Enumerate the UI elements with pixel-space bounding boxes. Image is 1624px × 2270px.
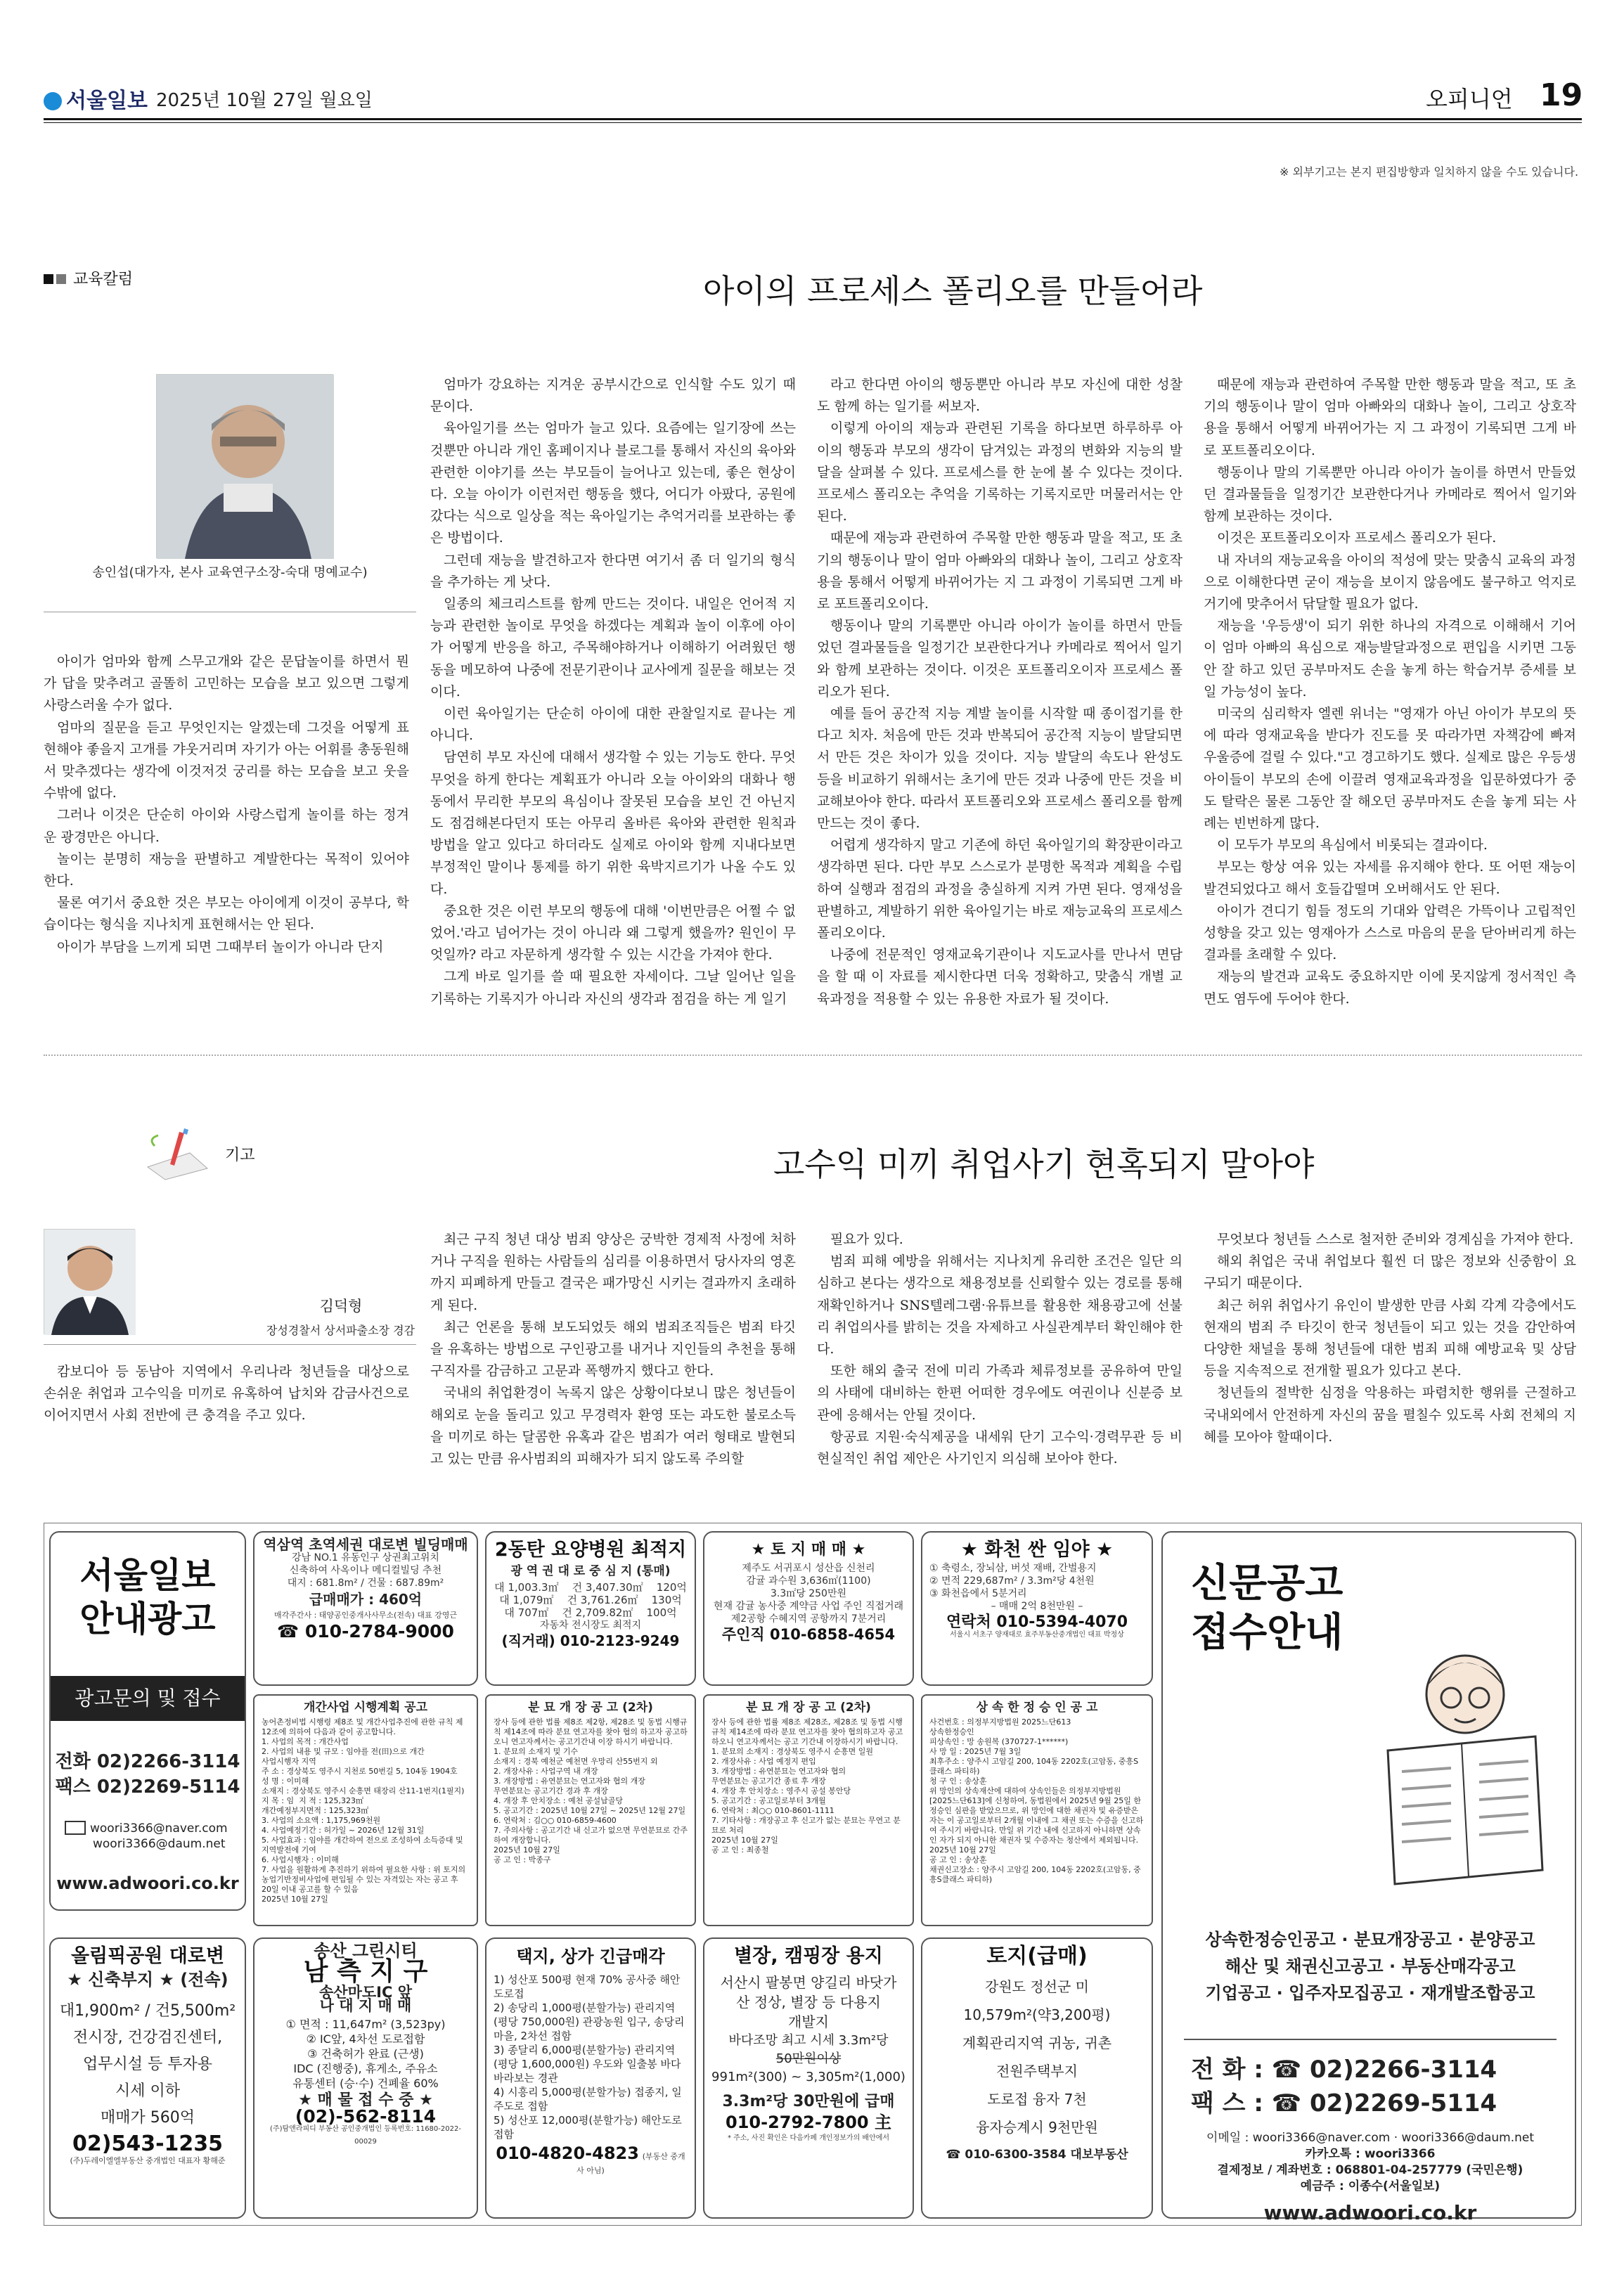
pen-paper-icon <box>141 1125 218 1181</box>
notice-inheritance: 상 속 한 정 승 인 공 고 사건번호 : 의정부지방법원 2025느단613 상속한정승인 피상속인 : 망 송원복 (370727-1******) 사 망 일 : 2025년 7월 3일 최후주소 : 양주시 고암길 200, 104동 2202호(고암동, 중흥S클래스 파티하) 청 구 인 : 송상훈 위 망인의 상속재산에 대하여 상속인들은 의정부지방법원 [2025느단613]에 신청하여, 동법원에서 2025년 9월 25일 한정승인 심판을 받았으므로, 위 망인에 대한 채권자 및 유증받은 자는 이 공고일로부터 2개월 이내에 그 채권 또는 수증을 신고하여 주시기 바랍니다. 만일 위 기간 내에 신고하지 아니하면 상속인 자가 되지 아니한 채권자 및 수증자는 청산에서 제외됩니다. 2025년 10월 27일 공 고 인 : 송상훈 채권신고장소 : 양주시 고암길 200, 104동 2202호(고암동, 중흥S클래스 파티하) <box>921 1694 1153 1926</box>
column-tag-2: 기고 <box>225 1147 255 1164</box>
ad-villa-camping: 별장, 캠핑장 용지 서산시 팔봉면 양길리 바닷가 산 정상, 별장 등 다용지 개발지 바다조망 최고 시세 3.3m²당 50만원이상 991m²(300) ~ 3,305m²(1,000) 3.3m²당 30만원에 급매 010-2792-7800 主 * 주소, 사진 확인은 다음카페 개인정보가의 배안에서 <box>703 1937 914 2219</box>
article1-headline: 아이의 프로세스 폴리오를 만들어라 <box>703 272 1203 310</box>
contribution-icon <box>141 1125 218 1181</box>
issue-date: 2025년 10월 27일 월요일 <box>156 90 373 111</box>
article1-col4: 때문에 재능과 관련하여 주목할 만한 행동과 말을 적고, 또 초기의 행동이나 말이 엄마 아빠와의 대화나 놀이, 그리고 상호작용을 통해서 어떻게 바뀌어가는 지 그 과정이 기록되면 그게 바로 포트폴리오이다. 행동이나 말의 기록뿐만 아니라 아이가 놀이를 하면서 만들었던 결과물들을 일정기간 보관한다거나 카메라로 찍어서 일기와 함께 보관하는 것이다. 이것은 포트폴리오이자 프로세스 폴리오가 된다. 내 자녀의 재능교육을 아이의 적성에 맞는 맞춤식 교육의 과정으로 이해한다면 굳이 재능을 보이지 않음에도 불구하고 억지로 거기에 맞추어서 닦달할 필요가 없다. 재능을 '우등생'이 되기 위한 하나의 자격으로 이해해서 기어이 엄마 아빠의 욕심으로 재능발달과정으로 편입을 시키면 그동안 잘 하고 있던 공부마저도 손을 놓게 하는 학습거부 증세를 보일 가능성이 높다. 미국의 심리학자 엘렌 위너는 "영재가 아닌 아이가 부모의 뜻에 따라 영재교육을 받다가 진도를 못 따라가면 자책감에 빠져 우울증에 걸릴 수 있다."고 경고하기도 했다. 실제로 많은 우등생 아이들이 부모의 손에 이끌려 영재교육과정을 입문하였다가 중도 탈락은 물론 그동안 잘 해오던 공부마저도 손을 놓게 되는 사례는 빈번하게 많다. 이 모두가 부모의 욕심에서 비롯되는 결과이다. 부모는 항상 여유 있는 자세를 유지해야 한다. 또 어떤 재능이 발견되었다고 해서 호들갑떨며 오버해서도 안 된다. 아이가 견디기 힘들 정도의 기대와 압력은 가뜩이나 고립적인 성향을 갖고 있는 영재아가 스스로 마음의 문을 닫아버리게 하는 결과를 초래할 수 있다. 재능의 발견과 교육도 중요하지만 이에 못지않게 정서적인 측면도 염두에 두어야 한다. <box>1204 377 1576 1007</box>
article1-col1: 아이가 엄마와 함께 스무고개와 같은 문답놀이를 하면서 뭔가 답을 맞추려고 골똘히 고민하는 모습을 보고 있으면 그렇게 사랑스러울 수가 없다. 엄마의 질문을 듣고 무엇인지는 알겠는데 그것을 어떻게 표현해야 좋을지 고개를 갸웃거리며 자기가 아는 어휘를 총동원해서 맞추겠다는 생각에 이것저것 궁리를 하는 모습을 보고 웃을 수밖에 없다. 그러나 이것은 단순히 아이와 사랑스럽게 놀이를 하는 정겨운 광경만은 아니다. 놀이는 분명히 재능을 판별하고 계발한다는 목적이 있어야 한다. 물론 여기서 중요한 것은 부모는 아이에게 이것이 공부다, 학습이다는 형식을 지나치게 표현해서는 안 된다. 아이가 부담을 느끼게 되면 그때부터 놀이가 아니라 단지 <box>44 654 409 955</box>
ad-jeongseon-land: 토지(급매) 강원도 정선군 미 10,579m²(약3,200평) 계획관리지역 귀농, 귀촌 전원주택부지 도로접 융자 7천 융자승계시 9천만원 ☎ 010-6300-3584 대보부동산 <box>921 1937 1153 2219</box>
newspaper-reader-illustration <box>1374 1638 1549 1891</box>
article2-col2: 최근 구직 청년 대상 범죄 양상은 궁박한 경제적 사정에 처하거나 구직을 원하는 사람들의 심리를 이용하면서 당사자의 영혼까지 피폐하게 만들고 결국은 패가망신 시키는 결과까지 초래하게 된다. 최근 언론을 통해 보도되었듯 해외 범죄조직들은 범죄 타깃을 유혹하는 방법으로 구인광고를 내거나 지인들의 추천을 통해 구직자를 감금하고 고문과 폭행까지 했다고 한다. 국내의 취업환경이 녹록지 않은 상황이다보니 많은 청년들이 해외로 눈을 돌리고 있고 무경력자 환영 또는 과도한 불로소득을 미끼로 하는 달콤한 유혹과 같은 범죄가 여러 형태로 발현되고 있는 만큼 유사범죄의 피해자가 되지 않도록 주의할 <box>430 1232 796 1467</box>
ad-reception-guide: 신문공고 접수안내 상속한정승인공고 · 분묘개장공고 · 분양공고 해산 및 채권신고공고 · 부동산매각공고 기업공고 · 입주자모집공고 · 재개발조합공고 전 화 : ☎ 02)2266-3114 팩 스 : ☎ 02)2269-5114 이메일 : woori3366@naver.com · woori3366@daum.net 카카오톡 : woori3366 결제정보 / 계좌번호 : 068801-04-257779 (국민은행) 예금주 : 이종수(서울일보) www.adwoori.co.kr <box>1161 1531 1576 2219</box>
ad-guide-bar: 광고문의 및 접수 <box>51 1676 245 1721</box>
author-photo <box>156 374 333 558</box>
logo-mark-icon <box>44 92 62 110</box>
article2-col3: 필요가 있다. 범죄 피해 예방을 위해서는 지나치게 유리한 조건은 일단 의심하고 본다는 생각으로 채용정보를 신뢰할수 있는 경로를 통해 재확인하거나 SNS텔레그램·유튜브를 활용한 채용광고에 선불리 취업의사를 밝히는 것을 자제하고 사실관계부터 확인해야 한다. 또한 해외 출국 전에 미리 가족과 체류정보를 공유하여 만일의 사태에 대비하는 한편 어떠한 경우에도 여권이나 신분증 보관에 응해서는 안될 것이다. 항공료 지원·숙식제공을 내세워 단기 고수익·경력무관 등 비현실적인 취업 제안은 사기인지 의심해 보아야 한다. <box>817 1232 1182 1467</box>
header-rule <box>44 118 1582 120</box>
mail-icon <box>65 1821 86 1835</box>
author2-portrait-icon <box>44 1230 136 1335</box>
ad-dongtan: 2동탄 요양병원 최적지 광 역 권 대 로 중 심 지 (통매) 대 1,003.3㎡ 건 3,407.30㎡ 120억 대 1,079㎡ 건 3,761.26㎡ 130억 대 707㎡ 건 2,709.82㎡ 100억 자동차 전시장도 최적지 (직거래) 010-2123-9249 <box>485 1531 696 1686</box>
section-divider <box>44 1055 1582 1056</box>
ad-songsan: 송산 그린시티 남 측 지 구 송산마도IC 앞 나 대 지 매 매 ① 면적 : 11,647m² (3,523py) ② IC앞, 4차선 도로접함 ③ 건축허가 완료 (근생) IDC (진행중), 휴게소, 주유소 유통센터 (승·수) 건폐율 60% ★ 매 물 접 수 중 ★ (02)-562-8114 (주)탐앤라피디 부동산 공인중개법인 등록번호: 11680-2022-00029 <box>253 1937 478 2219</box>
notice-grave-1: 분 묘 개 장 공 고 (2차) 장사 등에 관한 법률 제8조 제2항, 제28조 및 동법 시행규칙 제14조에 따라 분묘 연고자를 찾아 협의 하고자 공고하오니 연고자께서는 공고기간내 이장 하시기 바랍니다. 1. 분묘의 소재지 및 기수 소재지 : 경북 예천군 예천면 우망리 산55번지 외 2. 개장사유 : 사업구역 내 개장 3. 개장방법 : 유연분묘는 연고자와 협의 개장 무연분묘는 공고기간 경과 후 개장 4. 개장 후 안치장소 : 예천 공설납골당 5. 공고기간 : 2025년 10월 27일 ~ 2025년 12월 27일 6. 연락처 : 김○○ 010-6859-4600 7. 주의사항 : 공고기간 내 신고가 없으면 무연분묘로 간주하여 개장합니다. 2025년 10월 27일 공 고 인 : 박종구 <box>485 1694 696 1926</box>
page-number: 19 <box>1540 77 1583 113</box>
author2-title: 장성경찰서 상서파출소장 경감 <box>266 1324 415 1337</box>
caption-divider-2 <box>44 1344 416 1345</box>
header-rule-thin <box>44 122 1582 123</box>
newspaper-logo: 서울일보 <box>44 83 148 114</box>
reader-icon <box>1374 1638 1549 1891</box>
author2-photo <box>44 1229 135 1334</box>
article2-col1: 캄보디아 등 동남아 지역에서 우리나라 청년들을 대상으로 손쉬운 취업과 고수익을 미끼로 유혹하여 납치와 감금사건으로 이어지면서 사회 전반에 큰 충격을 주고 있다. <box>44 1364 409 1424</box>
notice-reclamation: 개간사업 시행계획 공고 농어촌정비법 시행령 제8조 및 개간사업추진에 관한 규칙 제12조에 의하여 다음과 같이 공고합니다. 1. 사업의 목적 : 개간사업 2. 사업의 내용 및 규모 : 임야를 전(田)으로 개간 사업시행자 지역 주 소 : 경상북도 영주시 지천로 50번길 5, 104동 1904호 성 명 : 이미해 소재지 : 경상북도 영주시 순흥면 태장리 산11-1번지(1필지) 지 목 : 임 지 적 : 125,323㎡ 개간예정부지면적 : 125,323㎡ 3. 사업의 소요액 : 1,175,969천원 4. 사업예정기간 : 허가일 ~ 2026년 12월 31일 5. 사업효과 : 임야를 개간하여 전으로 조성하여 소득증대 및 지역발전에 기여 6. 사업시행자 : 이미해 7. 사업을 원활하게 추진하기 위하여 필요한 사항 : 위 토지의 농업기반정비사업에 편입될 수 있는 자격있는 자는 공고 후 20일 이내 공고를 할 수 있음 2025년 10월 27일 <box>253 1694 478 1926</box>
article2-headline: 고수익 미끼 취업사기 현혹되지 말아야 <box>773 1145 1315 1183</box>
column-tag: 교육칼럼 <box>44 267 133 289</box>
ad-hwacheon-forest: ★ 화천 싼 임야 ★ ① 축령소, 장뇌삼, 버섯 재배, 간벌용지 ② 면적 229,687m² / 3.3m²당 4천원 ③ 화천읍에서 5분거리 – 매매 2억 8천만원 – 연락처 010-5394-4070 서울시 서초구 양재대로 효주부동산중개법인 대표 박정상 <box>921 1531 1153 1686</box>
section-name: 오피니언 <box>1426 86 1513 112</box>
ad-land-urgent-sale: 택지, 상가 긴급매각 1) 성산포 500평 현재 70% 공사중 해안도로접 2) 송당리 1,000평(분할가능) 관리지역(평당 750,000원) 관광농원 입구, 송당리 마을, 2차선 접함 3) 종달리 6,000평(분할가능) 관리지역(평당 1,600,000원) 우도와 일출봉 바다 바라보는 경관 4) 시흥리 5,000평(분할가능) 접종지, 일주도로 접함 5) 성산포 12,000평(분할가능) 해안도로 접함 010-4820-4823 (부동산 중개사 아님) <box>485 1937 696 2219</box>
disclaimer: ※ 외부기고는 본지 편집방향과 일치하지 않을 수도 있습니다. <box>1280 165 1579 179</box>
ad-olympic-park: 올림픽공원 대로변 ★ 신축부지 ★ (전속) 대1,900m² / 건5,500m² 전시장, 건강검진센터, 업무시설 등 투자용 시세 이하 매매가 560억 02)543-1235 (주)두레이엘엘부동산 중개법인 대표자 황해준 <box>49 1937 246 2219</box>
tag-square-icon <box>56 274 66 284</box>
article1-col3: 라고 한다면 아이의 행동뿐만 아니라 부모 자신에 대한 성찰도 함께 하는 일기를 써보자. 이렇게 아이의 재능과 관련된 기록을 하다보면 하루하루 아이의 행동과 부모의 생각이 담겨있는 과정의 변화와 지능의 발달을 살펴볼 수 있다. 프로세스를 한 눈에 볼 수 있다는 것이다. 프로세스 폴리오는 추억을 기록하는 기록지로만 머물러서는 안 된다. 때문에 재능과 관련하여 주목할 만한 행동과 말을 적고, 또 초기의 행동이나 말이 엄마 아빠와의 대화나 놀이, 그리고 상호작용을 통해서 어떻게 바뀌어가는 지 그 과정이 기록되면 그게 바로 포트폴리오이다. 행동이나 말의 기록뿐만 아니라 아이가 놀이를 하면서 만들었던 결과물들을 일정기간 보관한다거나 카메라로 찍어서 일기와 함께 보관하는 것이다. 이것은 포트폴리오이자 프로세스 폴리오가 된다. 예를 들어 공간적 지능 계발 놀이를 시작할 때 종이접기를 한다고 치자. 처음에 만든 것과 반복되어 공간적 지능이 발달되면서 만든 것은 차이가 있을 것이다. 지능 발달의 속도나 완성도 등을 비교하기 위해서는 초기에 만든 것과 나중에 만든 것을 비교해보아야 한다. 따라서 포트폴리오와 프로세스 폴리오를 함께 만드는 것이 좋다. 어렵게 생각하지 말고 기존에 하던 육아일기의 확장판이라고 생각하면 된다. 다만 부모 스스로가 분명한 목적과 계획을 수립하여 실행과 점검의 과정을 충실하게 지켜 가면 된다. 영재성을 판별하고, 계발하기 위한 육아일기는 바로 재능교육의 프로세스 폴리오이다. 나중에 전문적인 영재교육기관이나 지도교사를 만나서 면담을 할 때 이 자료를 제시한다면 더욱 정확하고, 맞춤식 개별 교육과정을 적용할 수 있는 유용한 자료가 될 것이다. <box>817 377 1182 1007</box>
ad-jeju-land: ★ 토 지 매 매 ★ 제주도 서귀포시 성산읍 신천리 감귤 과수원 3,636㎡(1100) 3.3㎡당 250만원 현재 감귤 농사중 계약금 사업 주인 직접거래 제2공항 수혜지역 공항까지 7분거리 주인직 010-6858-4654 <box>703 1531 914 1686</box>
author-portrait-icon <box>157 375 334 559</box>
author-caption: 송인섭(대가자, 본사 교육연구소장-숙대 명예교수) <box>92 565 368 580</box>
tag-square-icon <box>44 274 53 284</box>
notice-grave-2: 분 묘 개 장 공 고 (2차) 장사 등에 관한 법률 제8조 제28조, 제28조 및 동법 시행규칙 제14조에 따라 분묘 연고자를 찾아 협의하고자 공고하오니 연고자께서는 공고 기간내 이장하시기 바랍니다. 1. 분묘의 소재지 : 경상북도 영주시 순흥면 일원 2. 개장사유 : 사업 예정지 편입 3. 개장방법 : 유연분묘는 연고자와 협의 무연분묘는 공고기간 종료 후 개장 4. 개장 후 안치장소 : 영주시 공설 봉안당 5. 공고기간 : 공고일로부터 3개월 6. 연락처 : 최○○ 010-8601-1111 7. 기타사항 : 개장공고 후 신고가 없는 분묘는 무연고 분묘로 처리 2025년 10월 27일 공 고 인 : 최종철 <box>703 1694 914 1926</box>
reception-divider <box>1184 2039 1557 2040</box>
article2-col4: 무엇보다 청년들 스스로 철저한 준비와 경계심을 가져야 한다. 해외 취업은 국내 취업보다 훨씬 더 많은 정보와 신중함이 요구되기 때문이다. 최근 허위 취업사기 유인이 발생한 만큼 사회 각계 각층에서도 현재의 범죄 주 타깃이 한국 청년들이 되고 있는 것을 감안하여 다양한 채널을 통해 청년들에 대한 범죄 피해 예방교육 및 상담 등을 지속적으로 전개할 필요가 있다고 본다. 청년들의 절박한 심정을 악용하는 파렴치한 행위를 근절하고 국내외에서 안전하게 자신의 꿈을 펼칠수 있도록 사회 전체의 지혜를 모아야 할때이다. <box>1204 1232 1576 1445</box>
author2-name: 김덕형 <box>319 1298 363 1315</box>
ad-guide: 서울일보 안내광고 광고문의 및 접수 전화 02)2266-3114 팩스 02)2269-5114 woori3366@naver.com woori3366@daum.net www.adwoori.co.kr <box>49 1531 246 1911</box>
ad-yeoksam: 역삼역 초역세권 대로변 빌딩매매 강남 NO.1 유동인구 상권최고위치 신축하여 사옥이나 메디컬빌딩 추천 대지 : 681.8m² / 건물 : 687.89m² 급매매가 : 460억 매각주간사 : 태양공인중개사사무소(전속) 대표 강영근 ☎ 010-2784-9000 <box>253 1531 478 1686</box>
article1-col2: 엄마가 강요하는 지겨운 공부시간으로 인식할 수도 있기 때문이다. 육아일기를 쓰는 엄마가 늘고 있다. 요즘에는 일기장에 쓰는 것뿐만 아니라 개인 홈페이지나 블로그를 통해서 자신의 육아와 관련한 이야기를 쓰는 부모들이 늘어나고 있는데, 좋은 현상이다. 오늘 아이가 이런저런 행동을 했다, 어디가 아팠다, 공원에 갔다는 식으로 일상을 적는 육아일기는 추억거리를 보관하는 좋은 방법이다. 그런데 재능을 발견하고자 한다면 여기서 좀 더 일기의 형식을 추가하는 게 낫다. 일종의 체크리스트를 함께 만드는 것이다. 내일은 언어적 지능과 관련한 놀이로 무엇을 하겠다는 계획과 놀이 이후에 아이가 어떻게 반응을 하고, 주목해야하거나 이해하기 어려웠던 행동을 메모하여 나중에 전문기관이나 교사에게 질문을 해보는 것이다. 이런 육아일기는 단순히 아이에 대한 관찰일지로 끝나는 게 아니다. 담연히 부모 자신에 대해서 생각할 수 있는 기능도 한다. 무엇 무엇을 하게 한다는 계획표가 아니라 오늘 아이와의 대화나 행동에서 무리한 부모의 욕심이나 잘못된 모습을 보인 건 아닌지도 점검해본다던지 또는 아무리 올바른 육아와 관련한 원칙과 방법을 알고 있다고 하더라도 실제로 아이와 함께 지내다보면 부정적인 말이나 통제를 하기 위한 육박지르기가 나올 수도 있다. 중요한 것은 이런 부모의 행동에 대해 '이번만큼은 어쩔 수 없었어.'라고 넘어가는 것이 아니라 왜 그렇게 했을까? 원인이 무엇일까? 라고 자문하게 생각할 수 있는 시간을 가져야 한다. 그게 바로 일기를 쓸 때 필요한 자세이다. 그날 일어난 일을 기록하는 기록지가 아니라 자신의 생각과 점검을 하는 게 일기 <box>430 377 796 1007</box>
